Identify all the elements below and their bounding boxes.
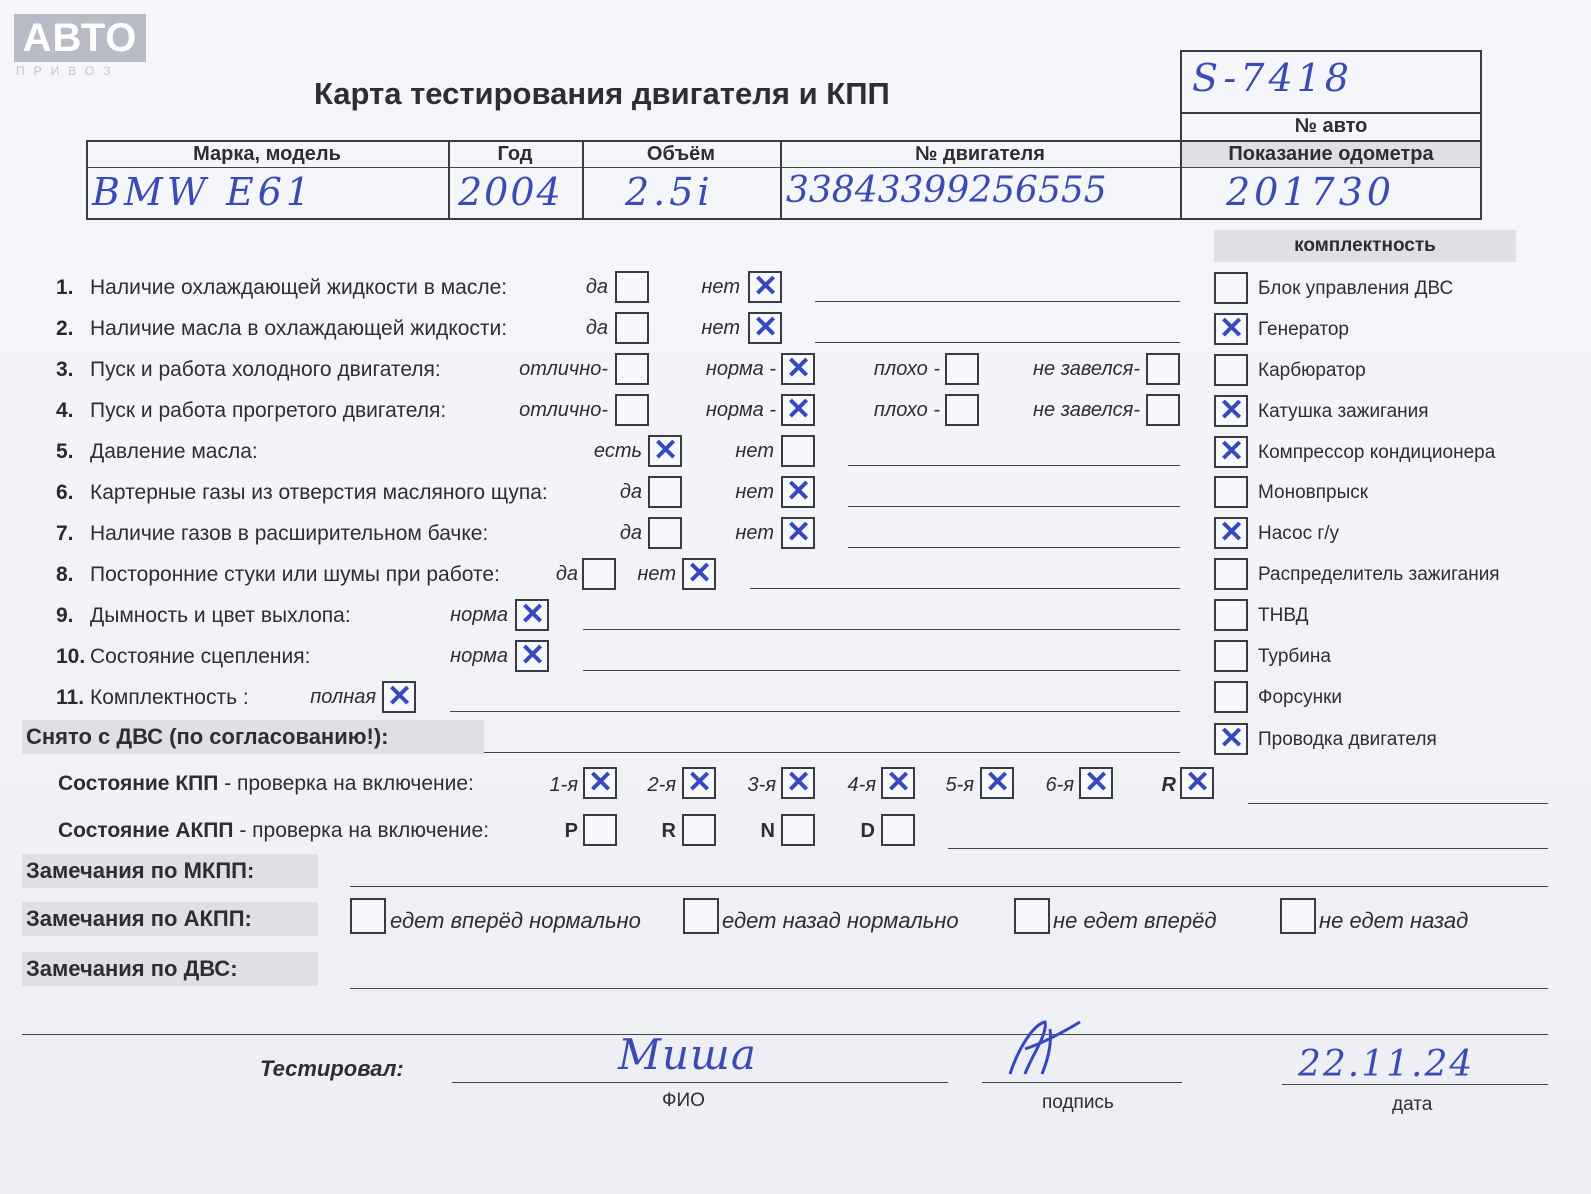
remarks-dvs-line-2 [22,1034,1548,1035]
option-checkbox[interactable] [615,394,649,426]
akpp-remark-checkbox[interactable] [1014,898,1050,934]
engine-number-value: 33843399256555 [786,170,1107,211]
option-label: нет [637,563,676,585]
kit-label: Катушка зажигания [1258,401,1429,422]
kit-label: Распределитель зажигания [1258,564,1500,585]
option-checkbox[interactable] [615,353,649,385]
kit-label: Генератор [1258,319,1349,340]
question-number: 2. [56,317,74,340]
option-checkbox[interactable] [945,353,979,385]
gear-checkbox[interactable] [1180,767,1214,799]
option-checkbox[interactable] [648,517,682,549]
car-number-label: № авто [1294,115,1368,137]
option-label: да [585,276,608,298]
tester-name-value: Миша [618,1030,757,1079]
gear-label: R [1161,774,1176,796]
option-label: плохо - [873,399,940,421]
option-label: нет [735,481,774,503]
option-label: отлично- [519,358,608,380]
option-checkbox[interactable] [945,394,979,426]
kit-checkbox[interactable] [1214,395,1248,427]
option-label: полная [310,686,376,708]
notes-line [848,547,1180,548]
notes-line [848,465,1180,466]
option-label: да [555,563,578,585]
gear-label: R [661,820,676,842]
page-title: Карта тестирования двигателя и КПП [314,76,890,111]
option-label: да [585,317,608,339]
akpp-remark-checkbox[interactable] [683,898,719,934]
gear-label: 4-я [847,774,876,796]
year-value: 2004 [458,170,563,214]
question-text: Пуск и работа прогретого двигателя: [90,399,447,422]
option-label: плохо - [873,358,940,380]
kit-label: Турбина [1258,646,1331,667]
question-text: Давление масла: [90,440,258,463]
gear-checkbox[interactable] [881,814,915,846]
date-value: 22.11.24 [1298,1044,1475,1085]
logo: АВТО [14,14,146,62]
akpp-notes-line [948,848,1548,849]
option-checkbox[interactable] [1146,353,1180,385]
option-label: нет [735,522,774,544]
kit-checkbox[interactable] [1214,313,1248,345]
kit-checkbox[interactable] [1214,723,1248,755]
option-checkbox[interactable] [615,271,649,303]
question-text: Картерные газы из отверстия масляного щупа: [90,481,548,504]
option-checkbox[interactable] [748,271,782,303]
kpp-label: Состояние КПП - проверка на включение: [58,772,474,795]
kit-checkbox[interactable] [1214,476,1248,508]
notes-line [583,670,1180,671]
kit-label: Форсунки [1258,687,1342,708]
col-engine-number: № двигателя [915,143,1045,165]
question-text: Наличие охлаждающей жидкости в масле: [90,276,508,299]
question-text: Состояние сцепления: [90,645,311,668]
option-checkbox[interactable] [382,681,416,713]
question-number: 11. [56,686,85,709]
option-label: норма - [705,399,776,421]
kit-label: Проводка двигателя [1258,729,1437,750]
kit-checkbox[interactable] [1214,436,1248,468]
gear-checkbox[interactable] [682,814,716,846]
option-checkbox[interactable] [682,558,716,590]
akpp-remark-label: едет вперёд нормально [390,908,641,933]
question-number: 4. [56,399,74,422]
date-label: дата [1392,1094,1433,1115]
option-label: норма [450,604,508,626]
question-number: 3. [56,358,74,381]
option-checkbox[interactable] [582,558,616,590]
tested-by-label: Тестировал: [260,1056,404,1081]
akpp-remark-label: не едет назад [1319,908,1469,933]
fio-label: ФИО [662,1090,705,1111]
option-label: нет [735,440,774,462]
header-divider [86,167,1482,168]
question-number: 6. [56,481,74,504]
option-checkbox[interactable] [615,312,649,344]
name-line [452,1082,948,1083]
gear-checkbox[interactable] [682,767,716,799]
gear-label: 6-я [1045,774,1074,796]
option-checkbox[interactable] [781,517,815,549]
col-odometer: Показание одометра [1228,143,1434,165]
question-number: 8. [56,563,74,586]
col-year: Год [497,143,533,165]
signature-label: подпись [1042,1092,1114,1113]
remarks-dvs-line [350,988,1548,989]
option-label: да [619,481,642,503]
gear-checkbox[interactable] [781,814,815,846]
option-checkbox[interactable] [781,476,815,508]
kit-checkbox[interactable] [1214,517,1248,549]
option-checkbox[interactable] [748,312,782,344]
kit-checkbox[interactable] [1214,272,1248,304]
akpp-remark-checkbox[interactable] [350,898,386,934]
kit-label: Блок управления ДВС [1258,278,1454,299]
question-number: 1. [56,276,74,299]
remarks-dvs-label: Замечания по ДВС: [26,956,238,981]
removed-label: Снято с ДВС (по согласованию!): [26,724,389,749]
kit-checkbox[interactable] [1214,681,1248,713]
gear-checkbox[interactable] [980,767,1014,799]
notes-line [815,342,1180,343]
question-text: Дымность и цвет выхлопа: [90,604,351,627]
signature-line [982,1082,1182,1083]
gear-label: 2-я [647,774,676,796]
question-number: 5. [56,440,74,463]
option-label: не завелся- [1033,358,1140,380]
option-checkbox[interactable] [515,599,549,631]
akpp-remark-label: едет назад нормально [722,908,959,933]
notes-line [815,301,1180,302]
gear-label: 3-я [747,774,776,796]
kit-checkbox[interactable] [1214,354,1248,386]
gear-label: P [564,820,578,842]
kit-label: ТНВД [1258,605,1309,626]
option-checkbox[interactable] [648,435,682,467]
gear-checkbox[interactable] [781,767,815,799]
kit-label: Насос г/у [1258,523,1340,544]
gear-label: D [860,820,875,842]
col-make-model: Марка, модель [193,143,341,165]
kit-checkbox[interactable] [1214,640,1248,672]
akpp-label: Состояние АКПП - проверка на включение: [58,819,490,842]
option-label: не завелся- [1033,399,1140,421]
make-model-value: BMW E61 [92,170,315,214]
option-checkbox[interactable] [648,476,682,508]
gear-checkbox[interactable] [881,767,915,799]
option-label: отлично- [519,399,608,421]
kit-label: Моновпрыск [1258,482,1369,503]
question-text: Наличие газов в расширительном бачке: [90,522,489,545]
kpp-notes-line [1248,803,1548,804]
gear-label: 5-я [945,774,974,796]
option-label: есть [593,440,642,462]
gear-checkbox[interactable] [583,767,617,799]
odometer-value: 201730 [1226,170,1396,214]
option-label: норма - [705,358,776,380]
option-label: нет [701,317,740,339]
gear-checkbox[interactable] [583,814,617,846]
signature-image [990,1004,1100,1084]
kit-title: комплектность [1294,235,1436,256]
akpp-remark-checkbox[interactable] [1280,898,1316,934]
question-text: Пуск и работа холодного двигателя: [90,358,441,381]
option-checkbox[interactable] [781,353,815,385]
option-label: норма [450,645,508,667]
kit-label: Карбюратор [1258,360,1366,381]
volume-value: 2.5i [625,170,714,214]
question-text: Посторонние стуки или шумы при работе: [90,563,500,586]
option-checkbox[interactable] [781,394,815,426]
option-checkbox[interactable] [781,435,815,467]
date-line [1282,1084,1548,1085]
question-number: 10. [56,645,86,668]
option-label: да [619,522,642,544]
option-label: нет [701,276,740,298]
remarks-akpp-label: Замечания по АКПП: [26,906,252,931]
remarks-mkpp-label: Замечания по МКПП: [26,858,255,883]
kit-label: Компрессор кондиционера [1258,442,1496,463]
question-text: Наличие масла в охлаждающей жидкости: [90,317,508,340]
notes-line [583,629,1180,630]
removed-line [484,752,1180,753]
question-number: 9. [56,604,74,627]
akpp-remark-label: не едет вперёд [1053,908,1217,933]
kit-checkbox[interactable] [1214,599,1248,631]
car-number-value: S-7418 [1192,56,1353,100]
gear-label: N [760,820,775,842]
option-checkbox[interactable] [515,640,549,672]
question-text: Комплектность : [90,686,249,709]
question-number: 7. [56,522,74,545]
notes-line [848,506,1180,507]
notes-line [450,711,1180,712]
gear-label: 1-я [549,774,578,796]
col-volume: Объём [646,143,716,165]
option-checkbox[interactable] [1146,394,1180,426]
kit-checkbox[interactable] [1214,558,1248,590]
remarks-mkpp-line [350,886,1548,887]
notes-line [750,588,1180,589]
gear-checkbox[interactable] [1079,767,1113,799]
logo-subtitle: ПРИВОЗ [16,64,120,78]
